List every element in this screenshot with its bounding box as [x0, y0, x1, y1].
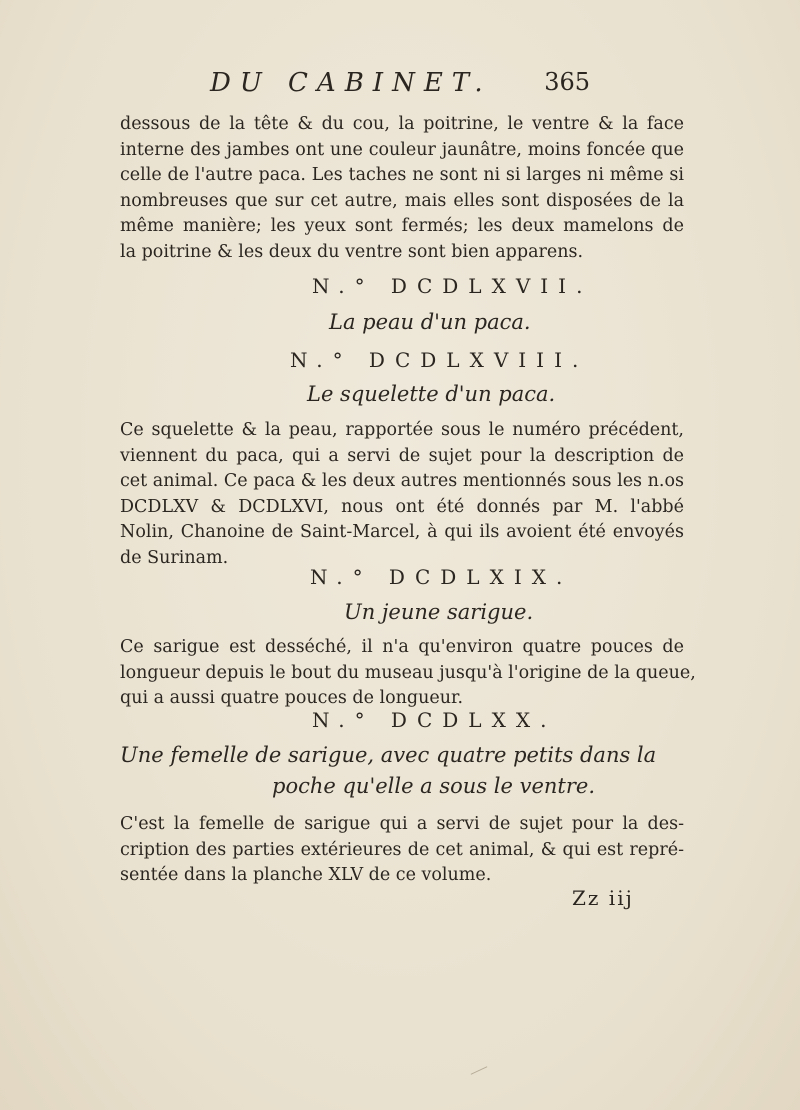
entry-number-dcdlxx: N.° DCDLXX.: [312, 708, 557, 732]
entry-title-jeune-sarigue: Un jeune sarigue.: [344, 600, 534, 624]
paragraph-femelle-sarigue: [120, 812, 684, 889]
entry-title-femelle-sarigue-line1: Une femelle de sarigue, avec quatre petits dans la: [120, 743, 657, 767]
running-header: [210, 68, 590, 102]
text-line: viennent du paca, qui a servi de sujet pour la description de: [120, 445, 684, 466]
text-line: nombreuses que sur cet autre, mais elles sont disposées de la: [120, 190, 684, 211]
signature-mark: Zz iij: [572, 886, 634, 910]
entry-title-squelette-paca: Le squelette d'un paca.: [307, 382, 556, 406]
text-line: cet animal. Ce paca & les deux autres mentionnés sous les n.os: [120, 471, 684, 491]
paper-blemish: [471, 1066, 488, 1075]
text-line: sentée dans la planche XLV de ce volume.: [120, 865, 492, 885]
entry-number-dcdlxvii: N.° DCDLXVII.: [312, 274, 593, 298]
text-line: qui a aussi quatre pouces de longueur.: [120, 688, 464, 708]
text-line: interne des jambes ont une couleur jaunâtre, moins foncée que: [120, 139, 684, 160]
entry-title-peau-paca: La peau d'un paca.: [329, 310, 531, 334]
text-line: cription des parties extérieures de cet animal, & qui est repré-: [120, 839, 684, 860]
page-number: 365: [544, 68, 590, 96]
paragraph-jeune-sarigue: [120, 635, 696, 712]
text-line: de Surinam.: [120, 547, 229, 568]
text-line: C'est la femelle de sarigue qui a servi de sujet pour la des-: [120, 814, 684, 834]
paragraph-squelette: [120, 418, 684, 571]
paragraph-description-paca: [120, 112, 684, 265]
text-line: DCDLXV & DCDLXVI, nous ont été donnés par M. l'abbé: [120, 496, 684, 517]
text-line: Nolin, Chanoine de Saint-Marcel, à qui ils avoient été envoyés: [120, 522, 684, 542]
text-line: Ce sarigue est desséché, il n'a qu'environ quatre pouces de: [120, 637, 684, 657]
entry-title-femelle-sarigue-line2: poche qu'elle a sous le ventre.: [272, 774, 595, 798]
text-line: celle de l'autre paca. Les taches ne sont ni si larges ni même si: [120, 165, 684, 185]
text-line: longueur depuis le bout du museau jusqu'à l'origine de la queue,: [120, 662, 696, 683]
text-line: Ce squelette & la peau, rapportée sous le numéro précédent,: [120, 420, 684, 440]
running-title: DU CABINET.: [210, 68, 492, 98]
entry-number-dcdlxviii: N.° DCDLXVIII.: [290, 348, 589, 372]
text-line: même manière; les yeux sont fermés; les deux mamelons de: [120, 216, 684, 236]
text-line: dessous de la tête & du cou, la poitrine, le ventre & la face: [120, 114, 684, 134]
text-line: la poitrine & les deux du ventre sont bien apparens.: [120, 241, 584, 262]
entry-number-dcdlxix: N.° DCDLXIX.: [310, 565, 573, 589]
